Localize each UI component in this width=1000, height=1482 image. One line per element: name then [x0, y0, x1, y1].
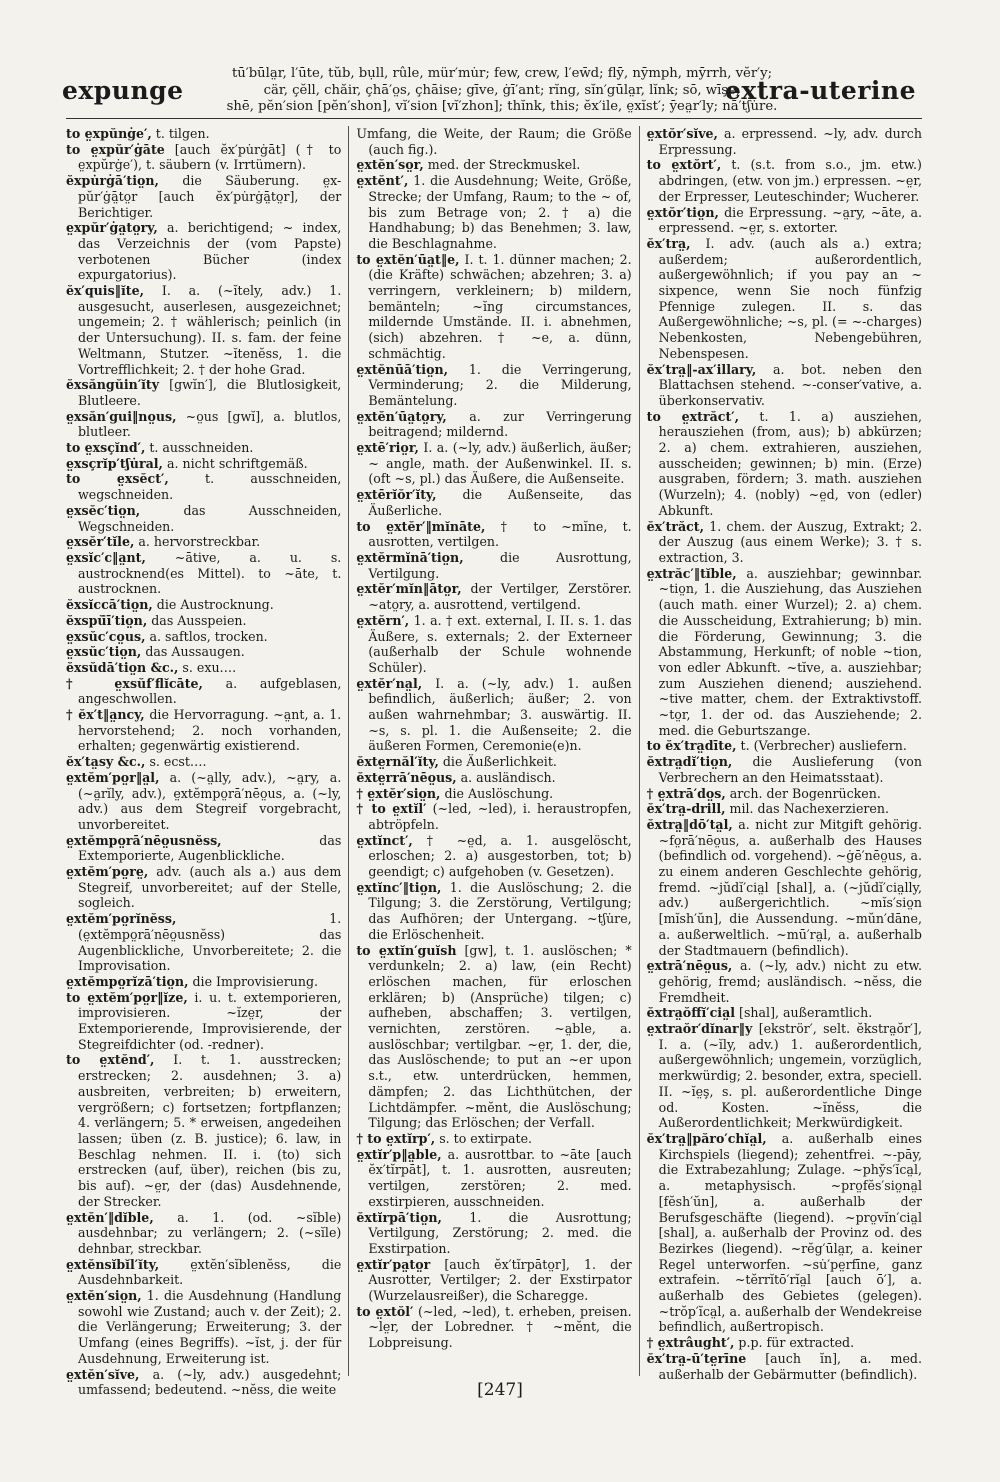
dictionary-entry	[356, 943, 631, 1131]
dictionary-entry	[66, 644, 341, 660]
dictionary-entry	[66, 142, 341, 173]
dictionary-entry	[66, 676, 341, 707]
column-divider	[639, 126, 640, 1376]
dictionary-entry	[66, 613, 341, 629]
dictionary-entry	[66, 220, 341, 283]
entry-headword: e̤xsĕr′tĭle,	[66, 534, 135, 550]
entry-headword: e̤xtŏr′sĭve,	[646, 126, 718, 141]
dictionary-entry	[66, 1210, 341, 1257]
entry-definition: † ~e̤d, a. 1. ausgelöscht, erloschen; 2. a) ausgestorben, tot; b) geendigt; c) aufgehoben (v. Gesetzen).	[368, 832, 632, 880]
dictionary-entry	[66, 974, 341, 990]
dictionary-entry	[647, 1351, 922, 1382]
entry-definition: † to ~mĭne, t. ausrotten, vertilgen.	[368, 518, 632, 550]
entry-definition: I. t. 1. dünner machen; 2. (die Kräfte) schwächen; abzehren; 3. a) verringern, verkleinern; b) mildern, bemänteln; ~ĭng circumstances, mildernde Umstände. II. i. abnehmen, (sich) abzehren. † ~e, a. dünn, schmächtig.	[368, 251, 632, 361]
dictionary-entry	[647, 126, 922, 157]
dictionary-entry	[647, 236, 922, 362]
entry-headword: ĕxspŭ̄ī′tio̤n,	[66, 612, 148, 628]
dictionary-entry	[647, 566, 922, 739]
entry-definition: [gwĭn′], die Blutlosigkeit, Blutleere.	[78, 377, 342, 408]
entry-definition: 1. die Verringerung, Verminderung; 2. die Milderung, Bemäntelung.	[368, 361, 632, 408]
entry-definition: 1. die Ausdehnung (Handlung sowohl wie Zustand; auch v. der Zeit); 2. die Verlängerung; Erweiterung; 3. der Umfang (eines Begriffs). ~ĭst, j. der für Ausdehnung, Erweiterung ist.	[78, 1288, 342, 1366]
dictionary-entry	[356, 487, 631, 518]
entry-headword: ĕxpu̇rġā′tio̤n,	[66, 173, 159, 189]
entry-definition: die Erpressung. ~a̤ry, ~āte, a. erpressend. ~e̤r, s. extorter.	[658, 204, 922, 236]
dictionary-entry	[356, 1131, 631, 1147]
dictionary-entry	[356, 1147, 631, 1210]
entry-definition: a. ausländisch.	[460, 769, 556, 785]
dictionary-entry	[66, 534, 341, 550]
entry-definition: i. u. t. extemporieren, improvisieren. ~ĭze̤r, der Extemporierende, Improvisierende, der Stegreifdichter (od. -redner).	[78, 989, 342, 1052]
dictionary-entry	[356, 1304, 631, 1351]
entry-definition: a. (~a̤lly, adv.), ~a̤ry, a. (~a̤rĭly, adv.), e̤xtĕmpo̤rā′nēo̤us, a. (~ly, adv.) aus dem Stegreif vorgebracht, unvorbereitet.	[78, 769, 342, 832]
entry-headword: e̤xtē′rio̤r,	[356, 440, 419, 456]
entry-definition: t. ausschneiden, wegschneiden.	[78, 471, 342, 503]
entry-headword: to e̤xtrăct′,	[646, 408, 739, 424]
entry-definition: Umfang, die Weite, der Raum; die Größe (auch fig.).	[356, 126, 632, 157]
dictionary-entry	[66, 440, 341, 456]
entry-headword: ĕx′tra̤-ū′te̤rīne	[646, 1350, 747, 1366]
entry-headword: e̤xsăn′gui‖no̤us,	[66, 408, 177, 424]
entry-headword: e̤xtĭr′pa̤to̤r	[356, 1256, 431, 1272]
entry-headword: e̤xtērĭŏr′ĭty,	[356, 487, 437, 503]
entry-headword: e̤xtĕn′sio̤n,	[66, 1288, 142, 1304]
dictionary-entry	[356, 833, 631, 880]
dictionary-entry	[66, 1052, 341, 1209]
entry-headword: to e̤xtĕn′ūa̤t‖e,	[356, 251, 460, 267]
entry-definition: t. ausschneiden.	[149, 440, 254, 456]
entry-headword: † e̤xsŭf′flĭcāte,	[66, 675, 203, 691]
column-divider	[348, 126, 349, 1376]
entry-headword: † to e̤xtĭl′	[356, 801, 427, 817]
entry-definition: die Äußerlichkeit.	[442, 754, 557, 770]
dictionary-entry	[66, 754, 341, 770]
dictionary-entry	[356, 676, 631, 755]
entry-definition: a. berichtigend; ~ index, das Verzeichnis der (vom Papste) verbotenen Bücher (index expurgatorius).	[78, 220, 342, 283]
entry-headword: e̤xsĕc′tio̤n,	[66, 502, 141, 518]
entry-definition: I. adv. (auch als a.) extra; außerdem; außerordentlich, außergewöhnlich; if you pay an ~ sixpence, wenn Sie noch fünfzig Pfennige zulegen. II. s. das Außergewöhnliche; ~s, pl. (= ~-charges) Nebenkosten, Nebengebühren, Nebenspesen.	[658, 235, 922, 361]
entry-headword: e̤xtĕr′mĭn‖āto̤r,	[356, 581, 462, 597]
entry-definition: s. to extirpate.	[439, 1131, 533, 1146]
entry-definition: a. ausziehbar; gewinnbar. ~tio̤n, 1. die Ausziehung, das Ausziehen (auch math. einer Wurzel); 2. a) chem. die Ausscheidung, Extrahierung; b) min. die Förderung, Gewinnung; 3. die Abstammung, Herkunft; of noble ~tion, von edler Abkunft. ~tĭve, a. ausziehbar; zum Ausziehen dienend; ausziehend. ~tive matter, chem. der Extraktivstoff. ~to̤r, 1. der od. das Ausziehende; 2. med. die Geburtszange.	[658, 565, 922, 738]
dictionary-entry	[356, 1257, 631, 1304]
dictionary-entry	[647, 801, 922, 817]
dictionary-entry	[356, 801, 631, 832]
entry-headword: e̤xtĕnt′,	[356, 173, 409, 189]
dictionary-entry	[647, 1005, 922, 1021]
entry-definition: e̤xtĕn′sĭblenĕss, die Ausdehnbarkeit.	[78, 1256, 342, 1288]
dictionary-entry	[356, 440, 631, 487]
entry-definition: a. nicht schriftgemäß.	[166, 455, 308, 471]
dictionary-entry	[66, 1288, 341, 1367]
dictionary-entry	[356, 362, 631, 409]
entry-headword: e̤xtrăc′‖tĭble,	[646, 565, 737, 581]
dictionary-entry	[66, 833, 341, 864]
dictionary-entry	[66, 597, 341, 613]
entry-definition: I. a. (~ly, adv.) 1. außen befindlich, äußerlich; äußer; 2. von außen wahrnehmbar; 3. auswärtig. II. ~s, s. pl. 1. die Außenseite; 2. die äußeren Formen, Ceremonie(e)n.	[368, 675, 632, 754]
entry-headword: e̤xpŭr′ġa̤to̤ry,	[66, 220, 158, 236]
pron-key-line: tū′būla̤r, l′ūte, tŭb, bụll, rûle, mür′mu̇r; few, crew, l′ew̄d; flȳ, nȳmph, mȳrrh, vĕr′y;	[231, 66, 773, 81]
guide-word-right: extra-uterine	[725, 76, 916, 105]
entry-headword: † ĕx′t‖a̤ncy,	[66, 707, 145, 723]
entry-headword: e̤xtĕm′po̤re̤,	[66, 864, 149, 880]
entry-definition: s. exu….	[182, 659, 237, 675]
entry-headword: to e̤xtĕr′‖mĭnāte,	[356, 518, 486, 534]
entry-definition: das Ausspeien.	[151, 612, 247, 628]
entry-definition: I. a. (~ĭtely, adv.) 1. ausgesucht, auserlesen, ausgezeichnet; ungemein; 2. † wählerisch; peinlich (in der Untersuchung). II. s. fam. der feine Weltmann, Stutzer. ~ĭtenĕss, 1. die Vortrefflichkeit; 2. † der hohe Grad.	[78, 283, 342, 377]
entry-headword: e̤xtĕn′‖dĭble,	[66, 1209, 154, 1225]
entry-headword: ĕxsăngŭin′ĭty	[66, 377, 160, 393]
entry-headword: to e̤xtŏl′	[356, 1303, 414, 1319]
entry-headword: to e̤xsçĭnd′,	[66, 440, 146, 456]
dictionary-column-2	[356, 126, 631, 1376]
entry-headword: e̤xtĭnct′,	[356, 832, 413, 848]
entry-headword: to e̤xtĭn′guĭsh	[356, 942, 457, 958]
dictionary-entry	[66, 1257, 341, 1288]
dictionary-entry	[647, 1021, 922, 1131]
pronunciation-key	[212, 66, 792, 116]
entry-definition: 1. die Auslöschung; 2. die Tilgung; 3. die Zerstörung, Vertilgung; das Aufhören; der Untergang. ~tʃu̇re, die Erlöschenheit.	[368, 879, 632, 942]
entry-definition: die Ausrottung, Vertilgung.	[368, 549, 632, 581]
dictionary-entry	[66, 503, 341, 534]
entry-definition: [auch ĕx′tĭrpāto̤r], 1. der Ausrotter, Vertilger; 2. der Exstirpator (Wurzelausreißer), die Scharegge.	[368, 1256, 632, 1304]
entry-headword: ĕxte̤rrā′nēo̤us,	[356, 769, 457, 785]
entry-headword: e̤xtĕnūā′tio̤n,	[356, 361, 449, 377]
entry-definition: die Außenseite, das Äußerliche.	[368, 487, 632, 518]
entry-definition: [ekströr′, selt. ĕkstra̤ŏr′], I. a. (~ĭly, adv.) 1. außerordentlich, außergewöhnlich; ungemein, vorzüglich, merkwürdig; 2. besonder, extra, speciell. II. ~ĭe̤ş, s. pl. außerordentliche Dinge od. Kosten. ~ĭnĕss, die Außerordentlichkeit; Merkwürdigkeit.	[658, 1021, 922, 1131]
entry-definition: a. außerhalb eines Kirchspiels (liegend); zehentfrei. ~-pāy, die Extrabezahlung; Zulage. ~phy̆s′ĭca̤l, a. metaphysisch. ~pro̤fĕs′sio̤na̤l [fĕsh′ŭn], a. außerhalb der Berufsgeschäfte (liegend). ~pro̤vĭn′cia̤l [shal], a. außerhalb der Provinz od. des Bezirkes (liegend). ~rĕg′ūla̤r, a. keiner Regel unterworfen. ~su̇′pe̤rfīne, ganz extrafein. ~tĕrrĭtō′rĭa̤l [auch ō′], a. außerhalb des Gebietes (gelegen). ~trŏp′ĭca̤l, a. außerhalb der Wendekreise befindlich, außertropisch.	[658, 1131, 922, 1335]
entry-headword: e̤xtĕr′na̤l,	[356, 675, 423, 691]
header-rule	[66, 118, 922, 119]
entry-definition: a. (~ly, adv.) ausgedehnt; umfassend; bedeutend. ~nĕss, die weite	[78, 1366, 342, 1398]
entry-headword: ĕx′ta̤sy &c.,	[66, 754, 146, 770]
entry-headword: e̤xtĕrmĭnā′tio̤n,	[356, 549, 464, 565]
dictionary-entry	[356, 173, 631, 252]
entry-headword: † e̤xtrā′do̤s,	[646, 785, 726, 801]
entry-headword: e̤xtraŏr′dĭnar‖y	[646, 1021, 753, 1037]
entry-definition: t. 1. a) ausziehen, herausziehen (from, aus); b) abkürzen; 2. a) chem. extrahieren, ausziehen, ausscheiden; gewinnen; b) min. (Erze) ausgraben, fördern; 3. math. ausziehen (Wurzeln); 4. (nobly) ~e̤d, von (edler) Abkunft.	[658, 408, 922, 518]
entry-definition: das Extemporierte, Augenblickliche.	[78, 832, 342, 864]
dictionary-entry	[647, 817, 922, 958]
pron-key-line: shē, pĕn′sion [pĕn′shon], vĭ′sion [vĭ′zhon]; thĭnk, this; ĕx′ile, e̤xĭst′; ȳea̤r′ly; nā′tʃu̇re.	[226, 99, 778, 114]
entry-headword: e̤xsŭc′co̤us,	[66, 628, 146, 644]
dictionary-entry	[647, 738, 922, 754]
entry-headword: e̤xtĭnc′‖tio̤n,	[356, 879, 442, 895]
entry-headword: e̤xtĕn′sĭve,	[66, 1366, 140, 1382]
entry-definition: I. t. 1. ausstrecken; erstrecken; 2. ausdehnen; 3. a) ausbreiten, verbreiten; b) erweitern, vergrößern; c) fortsetzen; fortpflanzen; 4. verlängern; 5. * erweisen, angedeihen lassen; üben (z. B. justice); 6. law, in Beschlag nehmen. II. i. (to) sich erstrecken (auf, über), reichen (bis zu, bis auf). ~e̤r, der (das) Ausdehnende, der Strecker.	[78, 1052, 342, 1209]
entry-definition: I. a. (~ly, adv.) äußerlich, äußer; ~ angle, math. der Außenwinkel. II. s. (oft ~s, pl.) das Äußere, die Außenseite.	[368, 440, 632, 487]
dictionary-entry	[356, 770, 631, 786]
entry-definition: a. erpressend. ~ly, adv. durch Erpressung.	[658, 126, 922, 157]
dictionary-entry	[356, 786, 631, 802]
dictionary-entry	[647, 519, 922, 566]
entry-definition: mil. das Nachexerzieren.	[729, 801, 889, 817]
entry-headword: to ĕx′tra̤dīte,	[646, 738, 737, 754]
dictionary-entry	[66, 911, 341, 974]
entry-headword: e̤xtĭr′p‖a̤ble,	[356, 1146, 442, 1162]
entry-headword: ĕxsŭdā′tio̤n &c.,	[66, 659, 179, 675]
entry-definition: t. tilgen.	[155, 126, 210, 141]
dictionary-entry	[66, 456, 341, 472]
dictionary-entry	[647, 362, 922, 409]
entry-headword: e̤xtrā′nēo̤us,	[646, 958, 733, 974]
entry-definition: a. 1. (od. ~sĭble) ausdehnbar; zu verlängern; 2. (~sĭle) dehnbar, streckbar.	[78, 1209, 342, 1256]
dictionary-entry	[356, 880, 631, 943]
entry-definition: die Auslöschung.	[444, 785, 554, 801]
entry-definition: a. nicht zur Mitgift gehörig. ~fo̤rā′nēo̤us, a. außerhalb des Hauses (befindlich od. vorgehend). ~ġē′nēo̤us, a. zu einem anderen Geschlechte gehörig, fremd. ~jŭdĭ′cia̤l [shal], a. (~jŭdĭ′cia̤lly, adv.) außergerichtlich. ~mĭs′sio̤n [mĭsh′ŭn], die Aussendung. ~mŭn′dāne, a. außerweltlich. ~mū′ra̤l, a. außerhalb der Stadtmauern (befindlich).	[658, 816, 922, 958]
entry-headword: e̤xsĭc′c‖a̤nt,	[66, 549, 146, 565]
entry-definition: [auch ĕx′pu̇rġāt] († to e̤xpŭrġe′), t. säubern (v. Irrtümern).	[78, 141, 342, 173]
dictionary-entry	[66, 471, 341, 502]
entry-definition: arch. der Bogenrücken.	[729, 785, 881, 801]
pron-key-line: cär, çĕll, chăir, çhā′o̤s, çhāise; gīve, ġī′ant; rĭng, sĭn′gūla̤r, lĭnk; sō, wīşe;	[263, 82, 741, 98]
entry-definition: 1. die Ausdehnung; Weite, Größe, Strecke; der Umfang, Raum; to the ~ of, bis zum Betrage von; 2. † a) die Handhabung; b) das Benehmen; 3. law, die Beschlagnahme.	[368, 173, 632, 251]
entry-definition: das Ausschneiden, Wegschneiden.	[78, 502, 342, 534]
entry-headword: e̤xtĕmpo̤rĭzā′tio̤n,	[66, 973, 189, 989]
dictionary-column-3	[646, 126, 922, 1382]
entry-definition: s. ecst….	[149, 754, 207, 770]
entry-definition: die Säuberung. e̤x-pŭr′ġā̤to̤r [auch ĕx′pu̇rġā̤to̤r], der Berichtiger.	[78, 173, 342, 220]
entry-headword: e̤xtĕnsĭbĭl′ĭty,	[66, 1256, 160, 1272]
entry-headword: e̤xtĕmpo̤rā′nēo̤usnĕss,	[66, 832, 222, 848]
entry-headword: ĕx′tra̤-drill,	[646, 801, 726, 817]
dictionary-entry	[66, 707, 341, 754]
entry-headword: † e̤xtĕr′sio̤n,	[356, 785, 441, 801]
dictionary-entry	[66, 990, 341, 1053]
dictionary-entry	[647, 754, 922, 785]
entry-definition: [shal], außeramtlich.	[739, 1005, 873, 1021]
entry-headword: to e̤xsĕct′,	[66, 471, 169, 487]
entry-headword: ĕx′tra̤,	[646, 235, 691, 251]
entry-headword: to e̤xtŏrt′,	[646, 157, 722, 173]
dictionary-entry	[356, 613, 631, 676]
dictionary-entry	[66, 550, 341, 597]
entry-definition: der Vertilger, Zerstörer. ~ato̤ry, a. ausrottend, vertilgend.	[368, 581, 632, 613]
entry-headword: † to e̤xtĭrp′,	[356, 1131, 436, 1146]
dictionary-entry	[356, 754, 631, 770]
dictionary-entry	[356, 126, 631, 157]
entry-headword: ĕxtra̤ŏffĭ′cia̤l	[646, 1005, 736, 1021]
entry-headword: † e̤xtrâught′,	[646, 1335, 735, 1351]
dictionary-entry	[647, 786, 922, 802]
entry-definition: das Aussaugen.	[145, 644, 245, 660]
entry-definition: [auch ĭn], a. med. außerhalb der Gebärmutter (befindlich).	[658, 1350, 922, 1382]
entry-definition: [gw], t. 1. auslöschen; * verdunkeln; 2. a) law, (ein Recht) erlöschen machen, für erloschen erklären; b) (Ansprüche) tilgen; c) aufheben, abschaffen; 3. vertilgen, vernichten, zerstören. ~a̤ble, a. auslöschbar; vertilgbar. ~e̤r, 1. der, die, das Auslöschende; to put an ~er upon s.t., etw. unterdrücken, hemmen, dämpfen; 2. das Lichthütchen, der Lichtdämpfer. ~mĕnt, die Auslöschung; Tilgung; das Erlöschen; der Verfall.	[368, 942, 632, 1131]
entry-headword: to e̤xpŭr′ġāte	[66, 141, 165, 157]
dictionary-entry	[66, 126, 341, 142]
dictionary-entry	[66, 660, 341, 676]
entry-headword: ĕxtra̤‖dō′ta̤l,	[646, 816, 733, 832]
entry-headword: e̤xtĕrn′,	[356, 612, 410, 628]
entry-definition: a. saftlos, trocken.	[149, 628, 268, 644]
dictionary-entry	[66, 629, 341, 645]
dictionary-entry	[66, 173, 341, 220]
entry-headword: e̤xtĕn′so̤r,	[356, 157, 424, 173]
dictionary-entry	[647, 205, 922, 236]
entry-definition: die Austrocknung.	[156, 597, 274, 613]
entry-headword: e̤xtĕm′po̤rĭnĕss,	[66, 911, 177, 927]
dictionary-entry	[356, 252, 631, 362]
dictionary-entry	[356, 550, 631, 581]
entry-headword: ĕxtra̤dĭ′tio̤n,	[646, 754, 733, 770]
entry-headword: e̤xsŭc′tio̤n,	[66, 644, 142, 660]
entry-definition: ~ātive, a. u. s. austrocknend(es Mittel). to ~āte, t. austrocknen.	[78, 549, 342, 597]
entry-definition: die Auslieferung (von Verbrechern an den Heimatsstaat).	[658, 754, 922, 785]
entry-definition: 1. (e̤xtĕmpo̤rā′nēo̤usnĕss) das Augenblickliche, Unvorbereitete; 2. die Improvisation.	[78, 911, 342, 974]
entry-definition: a. aufgeblasen, angeschwollen.	[78, 675, 342, 707]
dictionary-entry	[356, 519, 631, 550]
dictionary-entry	[647, 157, 922, 204]
entry-headword: ĕxsĭccā′tio̤n,	[66, 597, 153, 613]
entry-headword: e̤xtŏr′tio̤n,	[646, 204, 719, 220]
entry-headword: e̤xsçrĭp′tʃu̇ral,	[66, 455, 163, 471]
dictionary-entry	[66, 409, 341, 440]
dictionary-column-1	[66, 126, 342, 1398]
entry-definition: med. der Streckmuskel.	[427, 157, 581, 173]
entry-headword: ĕx′trăct,	[646, 518, 704, 534]
dictionary-entry	[356, 409, 631, 440]
entry-headword: ĕx′quis‖ĭte,	[66, 283, 144, 299]
dictionary-entry	[356, 157, 631, 173]
dictionary-entry	[66, 377, 341, 408]
entry-headword: ĕxte̤rnăl′ĭty,	[356, 754, 439, 770]
entry-definition: t. (s.t. from s.o., jm. etw.) abdringen, (etw. von jm.) erpressen. ~e̤r, der Erpresser, Leuteschinder; Wucherer.	[658, 157, 922, 204]
dictionary-entry	[647, 958, 922, 1005]
page-header	[0, 0, 1000, 118]
entry-definition: die Hervorragung. ~a̤nt, a. 1. hervorstehend; 2. noch vorhanden, erhalten; gegenwärtig existierend.	[78, 707, 342, 754]
entry-definition: a. hervorstreckbar.	[138, 534, 261, 550]
entry-definition: a. bot. neben den Blattachsen stehend. ~-conser′vative, a. überkonservativ.	[658, 361, 922, 408]
dictionary-entry	[647, 1335, 922, 1351]
dictionary-entry	[66, 283, 341, 377]
entry-definition: 1. chem. der Auszug, Extrakt; 2. der Auszug (aus einem Werke); 3. † s. extraction, 3.	[658, 518, 922, 565]
entry-definition: 1. die Ausrottung; Vertilgung, Zerstörung; 2. med. die Exstirpation.	[368, 1209, 632, 1256]
entry-definition: t. (Verbrecher) ausliefern.	[740, 738, 907, 754]
guide-word-left: expunge	[62, 76, 184, 105]
dictionary-entry	[356, 1210, 631, 1257]
page-number: [247]	[477, 1380, 523, 1400]
entry-headword: to e̤xtĕm′po̤r‖ĭze,	[66, 989, 188, 1005]
entry-headword: to e̤xpŭnġe′,	[66, 126, 152, 141]
dictionary-entry	[647, 1131, 922, 1335]
dictionary-entry	[66, 864, 341, 911]
entry-definition: a. ausrottbar. to ~āte [auch ĕx′tĭrpāt], t. 1. ausrotten, ausreuten; vertilgen, zerstören; 2. med. exstirpieren, ausschneiden.	[368, 1146, 632, 1209]
entry-definition: a. zur Verringerung beitragend; mildernd.	[368, 408, 632, 440]
entry-definition: p.p. für extracted.	[738, 1335, 855, 1351]
dictionary-entry	[66, 770, 341, 833]
entry-definition: ~o̤us [gwĭ], a. blutlos, blutleer.	[78, 408, 342, 440]
entry-headword: ĕx′tra̤‖-ax′illary,	[646, 361, 757, 377]
entry-definition: adv. (auch als a.) aus dem Stegreif, unvorbereitet; auf der Stelle, sogleich.	[78, 864, 342, 911]
entry-definition: (~led, ~led), i. heraustropfen, abtröpfeln.	[368, 801, 632, 832]
entry-headword: ĕxtĭrpā′tio̤n,	[356, 1209, 442, 1225]
entry-definition: 1. a. † ext. external, I. II. s. 1. das Äußere, s. externals; 2. der Externeer (außerhalb der Schule wohnende Schüler).	[368, 612, 632, 675]
dictionary-entry	[647, 409, 922, 519]
entry-headword: to e̤xtĕnd′,	[66, 1052, 155, 1068]
entry-headword: ĕx′tra̤‖păro′chĭa̤l,	[646, 1131, 767, 1146]
entry-headword: e̤xtĕm′po̤r‖a̤l,	[66, 769, 160, 785]
entry-definition: a. (~ly, adv.) nicht zu etw. gehörig, fremd; ausländisch. ~nĕss, die Fremdheit.	[658, 958, 922, 1005]
entry-headword: e̤xtĕn′ūa̤to̤ry,	[356, 408, 447, 424]
dictionary-entry	[356, 581, 631, 612]
entry-definition: die Improvisierung.	[192, 973, 319, 989]
entry-definition: (~led, ~led), t. erheben, preisen. ~le̤r, der Lobredner. † ~mĕnt, die Lobpreisung.	[368, 1303, 632, 1351]
